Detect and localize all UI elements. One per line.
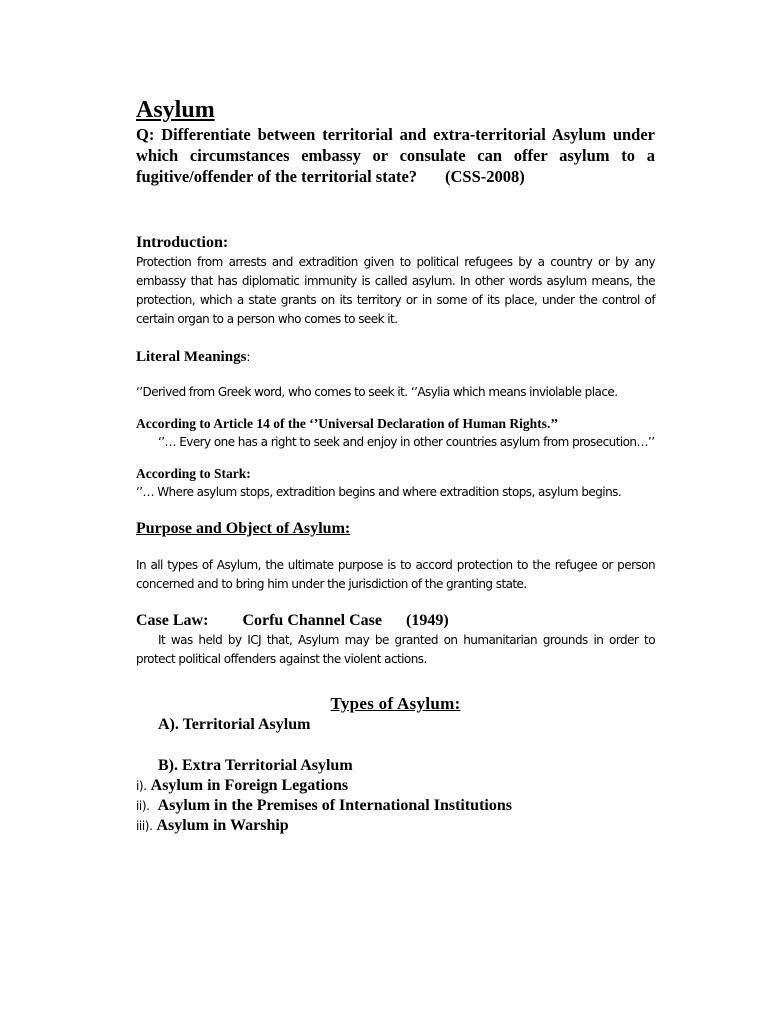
article14-heading: According to Article 14 of the ‘’Universal Declaration of Human Rights.’’ — [136, 416, 559, 431]
sub-item — [136, 796, 655, 816]
sub-item-label: Asylum in Foreign Legations — [150, 777, 349, 794]
document-body — [136, 96, 655, 836]
literal-meanings-label: Literal Meanings — [136, 349, 247, 365]
introduction-paragraph: Protection from arrests and extradition given to political refugees by a country or by any embassy that has diplomatic immunity is called asylum. In other words asylum means, the protection, which a state grants on its territory or in some of its place, under the control of certain organ to a person who comes to seek it. — [136, 255, 655, 326]
case-law-year: (1949) — [406, 612, 449, 629]
article14-quote: ‘’… Every one has a right to seek and enjoy in other countries asylum from prosecution…’’ — [158, 435, 655, 449]
introduction-heading: Introduction: — [136, 234, 229, 251]
sub-item-label: Asylum in Warship — [156, 817, 289, 834]
case-law-name: Corfu Channel Case — [242, 612, 382, 629]
purpose-paragraph: In all types of Asylum, the ultimate purpose is to accord protection to the refugee or person concerned and to bring him under the jurisdiction of the granting state. — [136, 558, 655, 591]
sub-item-number: ii). — [136, 799, 150, 813]
sub-item-number: iii). — [136, 819, 153, 833]
sub-item — [136, 816, 655, 836]
type-extra-territorial: B). Extra Territorial Asylum — [158, 757, 353, 774]
case-law-paragraph: It was held by ICJ that, Asylum may be granted on humanitarian grounds in order to protect political offenders against the violent actions. — [136, 633, 655, 666]
question-text — [136, 124, 655, 187]
document-title: Asylum — [136, 97, 215, 123]
literal-meanings-colon: : — [246, 350, 251, 364]
stark-quote: ‘’… Where asylum stops, extradition begins and where extradition stops, asylum begins. — [136, 485, 622, 499]
purpose-heading: Purpose and Object of Asylum: — [136, 520, 351, 537]
stark-heading: According to Stark: — [136, 466, 251, 481]
type-territorial: A). Territorial Asylum — [158, 716, 311, 733]
literal-meanings-heading — [136, 347, 655, 367]
literal-meanings-paragraph: ‘’Derived from Greek word, who comes to seek it. ‘’Asylia which means inviolable place. — [136, 385, 618, 399]
case-law-line — [136, 611, 655, 631]
question-tag: (CSS-2008) — [445, 167, 525, 186]
sub-item — [136, 776, 655, 796]
case-law-label: Case Law: — [136, 612, 209, 629]
question-body: Q: Differentiate between territorial and extra-territorial Asylum under which circumstances embassy or consulate can offer asylum to a fugitive/offender of the territorial state? — [136, 125, 655, 186]
sub-item-label: Asylum in the Premises of International Institutions — [157, 797, 512, 814]
types-heading: Types of Asylum: — [330, 694, 461, 713]
sub-item-number: i). — [136, 779, 147, 793]
